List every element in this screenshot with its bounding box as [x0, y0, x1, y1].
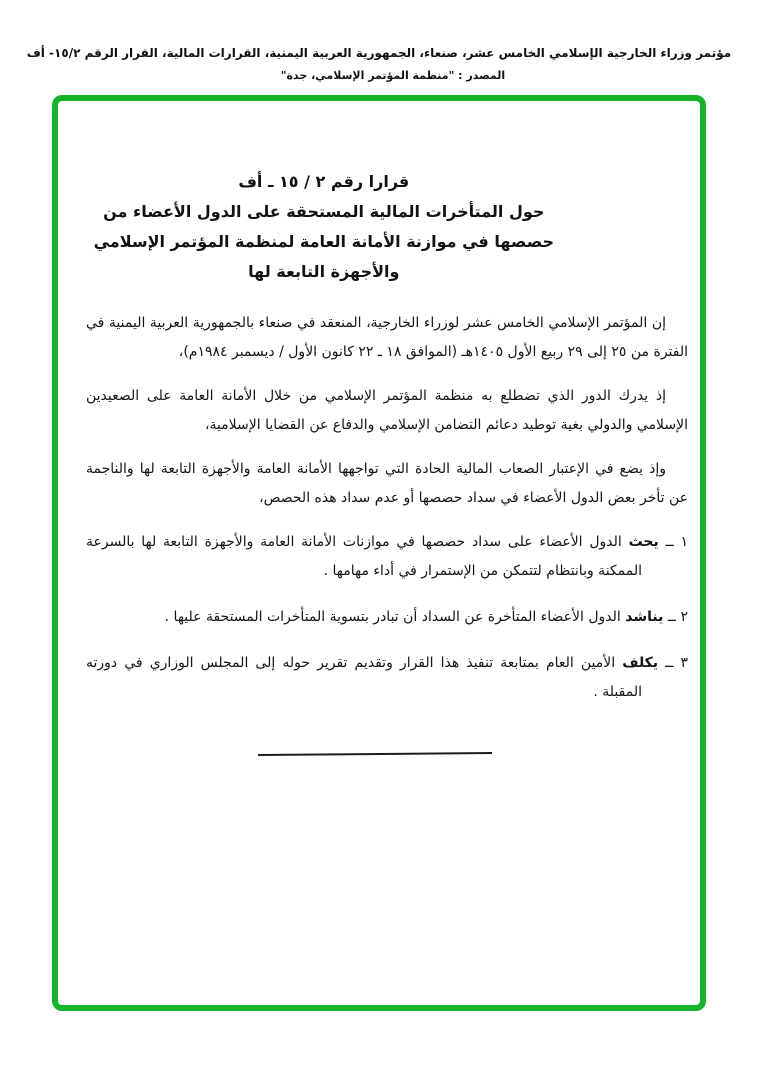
resolution-title — [86, 167, 562, 287]
item-text: الأمين العام بمتابعة تنفيذ هذا القرار وتقديم تقرير حوله إلى المجلس الوزاري في دورته المقبلة . — [86, 655, 642, 700]
signature-divider — [258, 752, 492, 756]
title-line-4: والأجهزة التابعة لها — [248, 262, 400, 281]
operative-item-2 — [86, 603, 688, 632]
item-verb: يحث — [628, 534, 659, 550]
operative-item-3 — [86, 649, 688, 707]
document-header — [0, 0, 758, 82]
header-citation-line: مؤتمر وزراء الخارجية الإسلامي الخامس عشر، صنعاء، الجمهورية العربية اليمنية، القرارات المالية، القرار الرقم ٢‏/١٥- أف — [26, 46, 732, 60]
title-line-2: حول المتأخرات المالية المستحقة على الدول الأعضاء من — [103, 202, 545, 221]
header-source-line: المصدر : "منظمة المؤتمر الإسلامي، جدة" — [280, 69, 506, 82]
preamble-paragraph-1: إن المؤتمر الإسلامي الخامس عشر لوزراء الخارجية، المنعقد في صنعاء بالجمهورية العربية اليمنية في الفترة من ٢٥ إلى ٢٩ ربيع الأول ١٤٠٥هـ (الموافق ١٨ ـ ٢٢ كانون الأول / ديسمبر ١٩٨٤م)، — [86, 315, 688, 360]
operative-item-1 — [86, 528, 688, 586]
title-line-3: حصصها في موازنة الأمانة العامة لمنظمة المؤتمر الإسلامي — [93, 232, 554, 251]
item-number: ٣ ــ — [665, 655, 689, 671]
preamble-paragraph-3: وإذ يضع في الإعتبار الصعاب المالية الحادة التي تواجهها الأمانة العامة والأجهزة التابعة لها والناجمة عن تأخر بعض الدول الأعضاء في سداد حصصها أو عدم سداد هذه الحصص، — [86, 461, 688, 506]
document-frame — [52, 95, 706, 1011]
resolution-body — [86, 167, 688, 755]
preamble-paragraph-2: إذ يدرك الدور الذي تضطلع به منظمة المؤتمر الإسلامي من خلال الأمانة العامة على الصعيدين الإسلامي والدولي بغية توطيد دعائم التضامن الإسلامي والدفاع عن القضايا الإسلامية، — [86, 388, 688, 433]
item-verb: يناشد — [625, 609, 664, 625]
item-text: الدول الأعضاء المتأخرة عن السداد أن تبادر بتسوية المتأخرات المستحقة عليها . — [164, 609, 621, 625]
item-number: ٢ ــ — [667, 609, 688, 625]
item-text: الدول الأعضاء على سداد حصصها في موازنات الأمانة العامة والأجهزة التابعة لها بالسرعة الممكنة وبانتظام لتتمكن من الإستمرار في أداء مهامها . — [86, 534, 642, 579]
title-line-1: قرارا رقم ٢ / ١٥ ـ أف — [238, 172, 410, 191]
item-verb: يكلف — [622, 655, 659, 671]
item-number: ١ ــ — [665, 534, 689, 550]
